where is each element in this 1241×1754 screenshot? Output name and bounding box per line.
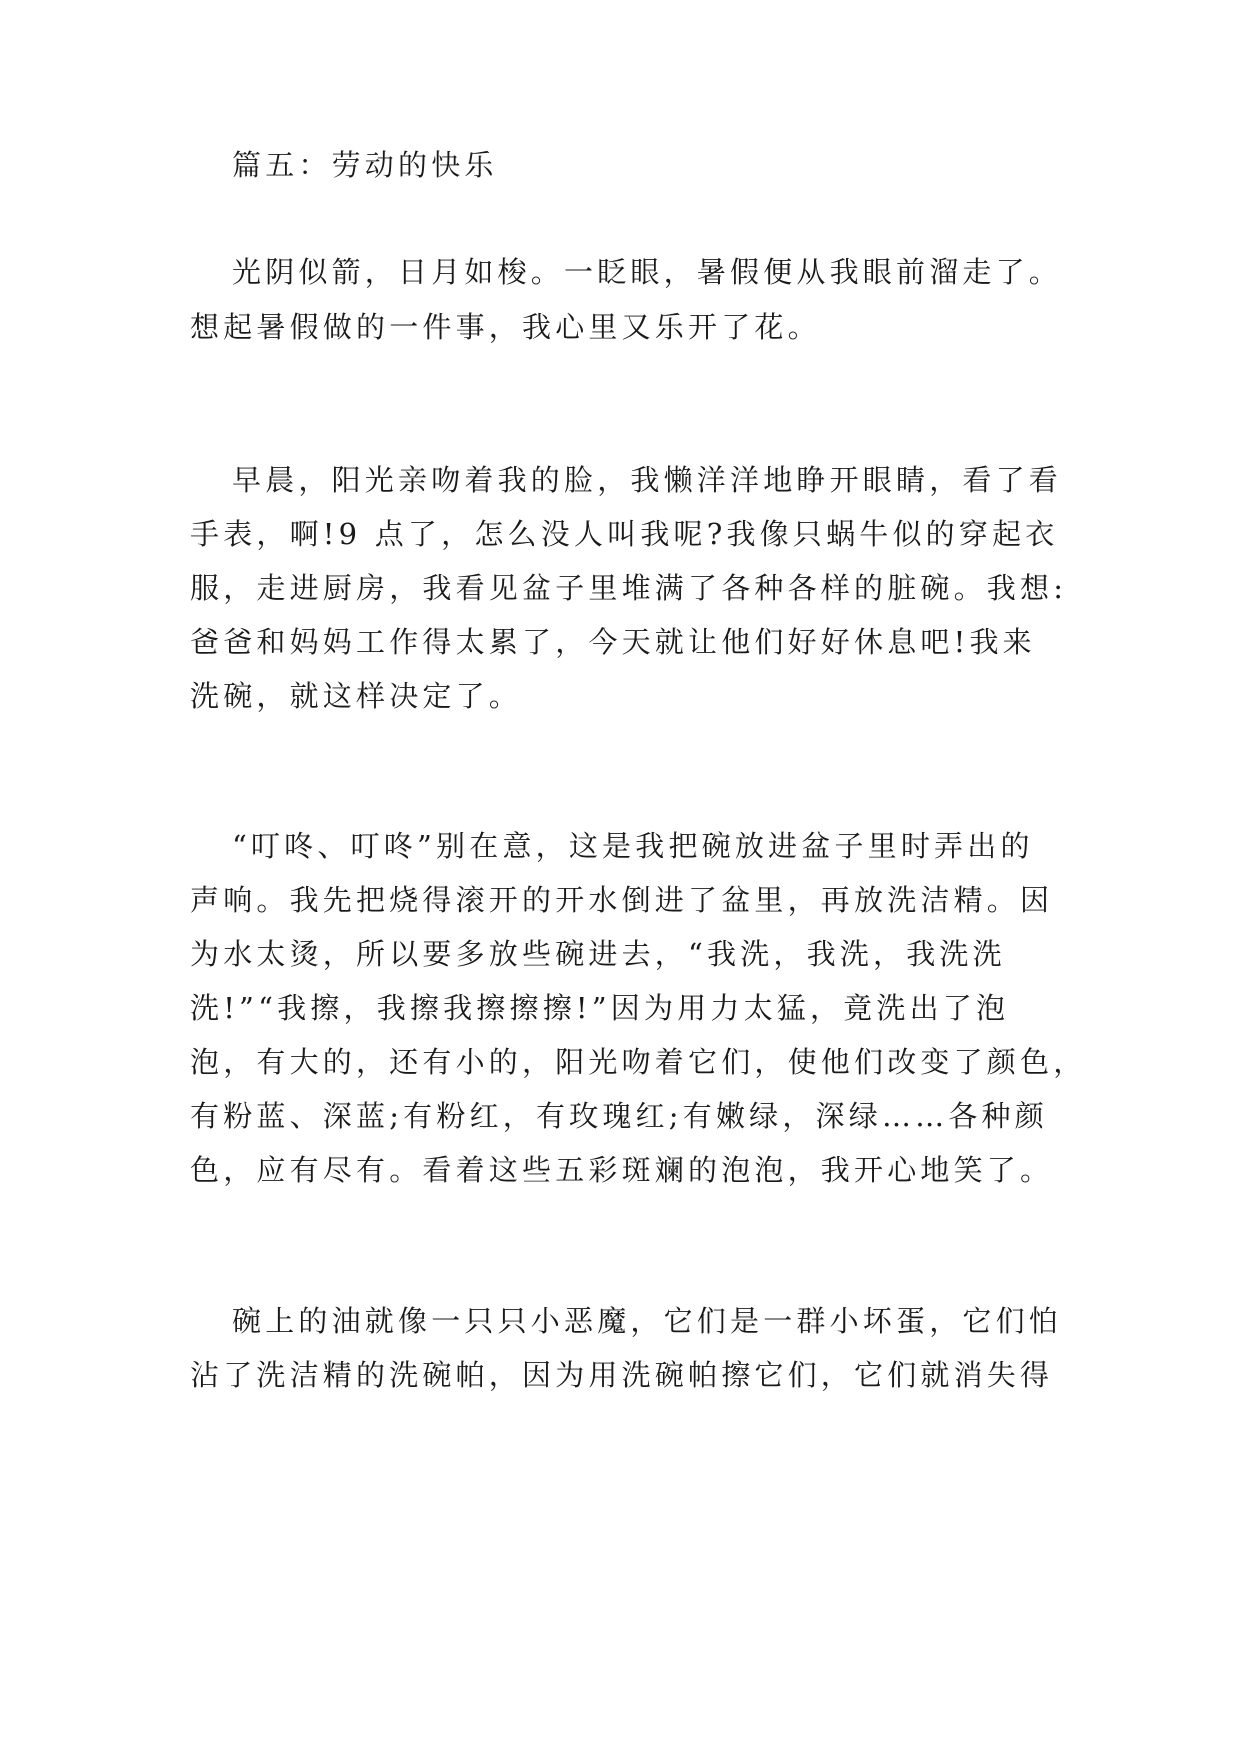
paragraph-4-line-1: 碗上的油就像一只只小恶魔，它们是一群小坏蛋，它们怕 [232,1304,1063,1338]
paragraph-3-line-2: 声响。我先把烧得滚开的开水倒进了盆里，再放洗洁精。因 [190,883,1054,917]
paragraph-3-line-6: 有粉蓝、深蓝;有粉红，有玫瑰红;有嫩绿，深绿……各种颜 [190,1099,1048,1133]
paragraph-1-line-1: 光阴似箭，日月如梭。一眨眼，暑假便从我眼前溜走了。 [232,255,1063,289]
paragraph-3-line-7: 色，应有尽有。看着这些五彩斑斓的泡泡，我开心地笑了。 [190,1153,1054,1187]
paragraph-2-line-3: 服，走进厨房，我看见盆子里堆满了各种各样的脏碗。我想: [190,571,1068,605]
paragraph-2-line-1: 早晨，阳光亲吻着我的脸，我懒洋洋地睁开眼睛，看了看 [232,463,1063,497]
paragraph-2-line-4: 爸爸和妈妈工作得太累了，今天就让他们好好休息吧!我来 [190,625,1036,659]
paragraph-2-line-2: 手表，啊!9 点了，怎么没人叫我呢?我像只蜗牛似的穿起衣 [190,517,1059,551]
paragraph-2-line-5: 洗碗，就这样决定了。 [190,679,523,713]
document-title: 篇五：劳动的快乐 [232,148,498,182]
paragraph-3-line-5: 泡，有大的，还有小的，阳光吻着它们，使他们改变了颜色， [190,1045,1087,1079]
paragraph-3-line-1: “叮咚、叮咚”别在意，这是我把碗放进盆子里时弄出的 [232,829,1034,863]
paragraph-3-line-3: 为水太烫，所以要多放些碗进去，“我洗，我洗，我洗洗 [190,937,1006,971]
paragraph-4-line-2: 沾了洗洁精的洗碗帕，因为用洗碗帕擦它们，它们就消失得 [190,1358,1054,1392]
paragraph-3-line-4: 洗!”“我擦，我擦我擦擦擦!”因为用力太猛，竟洗出了泡 [190,991,1010,1025]
paragraph-1-line-2: 想起暑假做的一件事，我心里又乐开了花。 [190,310,821,344]
